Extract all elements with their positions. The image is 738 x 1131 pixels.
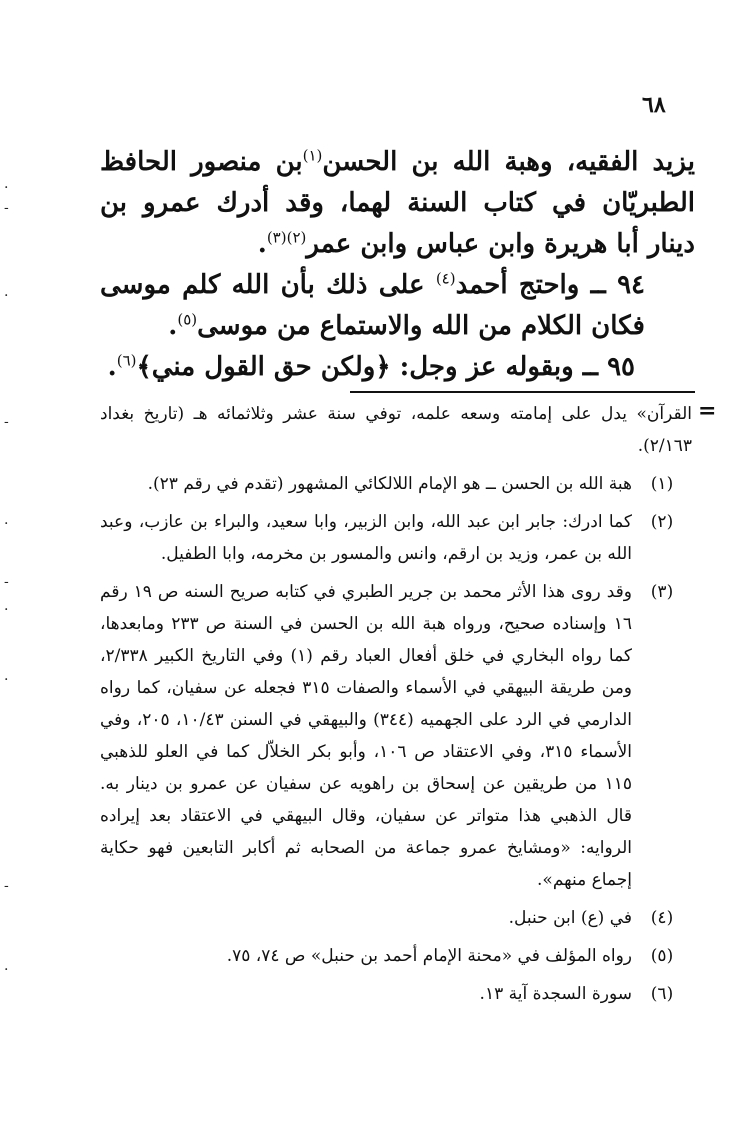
paragraph-1-text-cont: بن منصور الحافظ الطبريّان في كتاب السنة لهما، وقد أدرك عمرو بن دينار أبا هريرة وابن عباس وابن عمر xyxy=(100,147,695,259)
paragraph-95-end: . xyxy=(107,352,117,382)
footnote-number: (٥) xyxy=(650,946,674,966)
footnote-ref-6[interactable]: (٦) xyxy=(116,351,137,370)
paragraph-94-end: . xyxy=(168,311,178,341)
footnote-ref-2-3[interactable]: (٢)(٣) xyxy=(266,228,307,247)
footnote-4 xyxy=(100,902,692,934)
footnote-text: رواه المؤلف في «محنة الإمام أحمد بن حنبل» ص ٧٤، ٧٥. xyxy=(226,946,632,966)
paragraph-1-text: يزيد الفقيه، وهبة الله بن الحسن xyxy=(322,147,695,177)
margin-mark: - xyxy=(4,574,9,590)
paragraph-94-text-cont: على ذلك بأن الله كلم موسى فكان الكلام من الله والاستماع من موسى xyxy=(100,270,645,341)
paragraph-95-text: ٩٥ ــ وبقوله عز وجل: ﴿ولكن حق القول مني﴾ xyxy=(136,352,635,382)
footnotes xyxy=(100,398,692,1016)
margin-mark: - xyxy=(4,878,9,894)
footnote-ref-4[interactable]: (٤) xyxy=(435,269,456,288)
continuation-mark: = xyxy=(698,398,717,424)
margin-mark: - xyxy=(4,200,9,216)
paragraph-94 xyxy=(100,265,695,347)
margin-mark: . xyxy=(4,284,9,300)
margin-mark: . xyxy=(4,958,9,974)
footnote-number: (١) xyxy=(650,474,674,494)
footnote-3 xyxy=(100,576,692,896)
margin-mark: . xyxy=(4,668,9,684)
footnote-separator xyxy=(350,391,695,393)
footnote-ref-5[interactable]: (٥) xyxy=(177,310,198,329)
paragraph-1 xyxy=(100,142,695,265)
footnote-2 xyxy=(100,506,692,570)
paragraph-1-end: . xyxy=(257,229,267,259)
footnote-5 xyxy=(100,940,692,972)
footnote-text: هبة الله بن الحسن ــ هو الإمام اللالكائي المشهور (تقدم في رقم ٢٣). xyxy=(147,474,632,494)
footnote-number: (٦) xyxy=(650,984,674,1004)
page-number: ٦٨ xyxy=(642,92,666,118)
margin-mark: . xyxy=(4,176,9,192)
footnote-6 xyxy=(100,978,692,1010)
footnote-continued: القرآن» يدل على إمامته وسعه علمه، توفي سنة عشر وثلاثمائه هـ (تاريخ بغداد ٢/١٦٣). xyxy=(100,404,692,456)
footnote-text: كما ادرك: جابر ابن عبد الله، وابن الزبير، وابا سعيد، والبراء بن عازب، وعبد الله بن عمر، وزيد بن ارقم، وانس والمسور بن مخرمه، وابا الطفيل. xyxy=(100,512,632,564)
main-text xyxy=(100,142,695,388)
footnote-text: سورة السجدة آية ١٣. xyxy=(479,984,632,1004)
margin-mark: . xyxy=(4,598,9,614)
footnote-text: في (ع) ابن حنبل. xyxy=(508,908,632,928)
paragraph-95 xyxy=(100,347,695,388)
margin-mark: . xyxy=(4,512,9,528)
paragraph-94-text: ٩٤ ــ واحتج أحمد xyxy=(455,270,645,300)
margin-mark: - xyxy=(4,414,9,430)
footnote-number: (٤) xyxy=(650,908,674,928)
footnote-text: وقد روى هذا الأثر محمد بن جرير الطبري في كتابه صريح السنه ص ١٩ رقم ١٦ وإسناده صحيح، ورواه هبة الله بن الحسن في السنة ص ٢٣٣ ومابعدها، كما رواه البخاري في خلق أفعال العباد رقم (١) وفي التاريخ الكبير ٢/٣٣٨، ومن طريقة البيهقي في الأسماء والصفات ٣١٥ فجعله عن سفيان، كما رواه الدارمي في الرد على الجهميه (٣٤٤) والبيهقي في السنن ١٠/٤٣، ٢٠٥، وفي الأسماء ٣١٥، وفي الاعتقاد ص ١٠٦، وأبو بكر الخلاّل كما في العلو للذهبي ١١٥ من طريقين عن إسحاق بن راهويه عن سفيان عن عمرو بن دينار به. قال الذهبي هذا متواتر عن سفيان، وقال البيهقي في الاعتقاد بعد إيراده الروايه: «ومشايخ عمرو جماعة من الصحابه ثم أكابر التابعين فهو حكاية إجماع منهم». xyxy=(100,582,633,890)
footnote-1 xyxy=(100,468,692,500)
footnote-number: (٢) xyxy=(650,512,674,532)
footnote-number: (٣) xyxy=(650,582,674,602)
footnote-ref-1[interactable]: (١) xyxy=(302,146,323,165)
